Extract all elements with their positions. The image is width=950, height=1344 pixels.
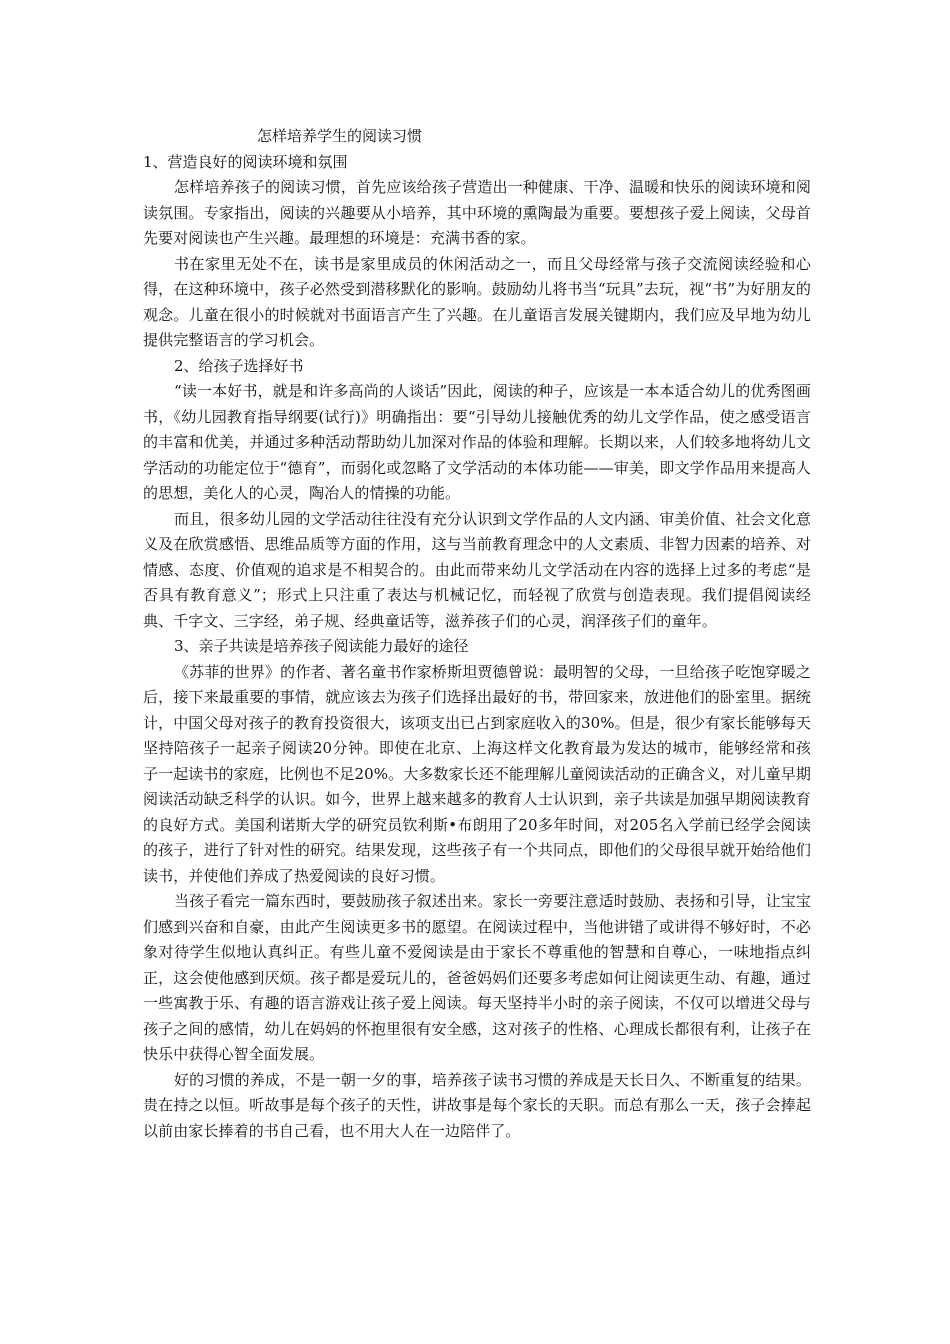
section-heading-parent-child-reading: 3、亲子共读是培养孩子阅读能力最好的途径: [174, 637, 469, 655]
paragraph: 怎样培养孩子的阅读习惯，首先应该给孩子营造出一种健康、干净、温暖和快乐的阅读环境和阅读氛围。专家指出，阅读的兴趣要从小培养，其中环境的熏陶最为重要。要想孩子爱上阅读，父母首先要对阅读也产生兴趣。最理想的环境是：充满书香的家。: [143, 178, 811, 247]
paragraph: 当孩子看完一篇东西时，要鼓励孩子叙述出来。家长一旁要注意适时鼓励、表扬和引导，让宝宝们感到兴奋和自豪，由此产生阅读更多书的愿望。在阅读过程中，当他讲错了或讲得不够好时，不必象对待学生似地认真纠正。有些儿童不爱阅读是由于家长不尊重他的智慧和自尊心，一味地指点纠正，这会使他感到厌烦。孩子都是爱玩儿的，爸爸妈妈们还要多考虑如何让阅读更生动、有趣，通过一些寓教于乐、有趣的语言游戏让孩子爱上阅读。每天坚持半小时的亲子阅读，不仅可以增进父母与孩子之间的感情，幼儿在妈妈的怀抱里很有安全感，这对孩子的性格、心理成长都很有利，让孩子在快乐中获得心智全面发展。: [143, 892, 811, 1063]
paragraph: 而且，很多幼儿园的文学活动往往没有充分认识到文学作品的人文内涵、审美价值、社会文化意义及在欣赏感悟、思维品质等方面的作用，这与当前教育理念中的人文素质、非智力因素的培养、对情感、态度、价值观的追求是不相契合的。由此而带来幼儿文学活动在内容的选择上过多的考虑“是否具有教育意义”；形式上只注重了表达与机械记忆，而轻视了欣赏与创造表现。我们提倡阅读经典、千字文、三字经，弟子规、经典童话等，滋养孩子们的心灵，润泽孩子们的童年。: [143, 509, 811, 630]
paragraph: “读一本好书，就是和许多高尚的人谈话”因此，阅读的种子，应该是一本本适合幼儿的优秀图画书，《幼儿园教育指导纲要(试行)》明确指出：要“引导幼儿接触优秀的幼儿文学作品，使之感受语言的丰富和优美，并通过多种活动帮助幼儿加深对作品的体验和理解。长期以来，人们较多地将幼儿文学活动的功能定位于“德育”，而弱化或忽略了文学活动的本体功能——审美，即文学作品用来提高人的思想，美化人的心灵，陶冶人的情操的功能。: [143, 382, 811, 502]
paragraph: 好的习惯的养成，不是一朝一夕的事，培养孩子读书习惯的养成是天长日久、不断重复的结果。贵在持之以恒。听故事是每个孩子的天性，讲故事是每个家长的天职。而总有那么一天，孩子会捧起以前由家长捧着的书自己看，也不用大人在一边陪伴了。: [143, 1070, 811, 1140]
document-page: [143, 124, 811, 1144]
section-heading-choose-books: 2、给孩子选择好书: [174, 356, 304, 375]
document-title: 怎样培养学生的阅读习惯: [257, 127, 423, 145]
section-heading-environment: 1、营造良好的阅读环境和氛围: [143, 152, 348, 171]
paragraph: 书在家里无处不在，读书是家里成员的休闲活动之一，而且父母经常与孩子交流阅读经验和心得，在这种环境中，孩子必然受到潜移默化的影响。鼓励幼儿将书当“玩具”去玩，视“书”为好朋友的观念。儿童在很小的时候就对书面语言产生了兴趣。在儿童语言发展关键期内，我们应及早地为幼儿提供完整语言的学习机会。: [143, 254, 811, 349]
paragraph: 《苏菲的世界》的作者、著名童书作家桥斯坦贾德曾说：最明智的父母，一旦给孩子吃饱穿暖之后，接下来最重要的事情，就应该去为孩子们选择出最好的书，带回家来，放进他们的卧室里。据统计，中国父母对孩子的教育投资很大，该项支出已占到家庭收入的30%。但是，很少有家长能够每天坚持陪孩子一起亲子阅读20分钟。即使在北京、上海这样文化教育最为发达的城市，能够经常和孩子一起读书的家庭，比例也不足20%。大多数家长还不能理解儿童阅读活动的正确含义，对儿童早期阅读活动缺乏科学的认识。如今，世界上越来越多的教育人士认识到，亲子共读是加强早期阅读教育的良好方式。美国利诺斯大学的研究员钦利斯•布朗用了20多年时间，对205名入学前已经学会阅读的孩子，进行了针对性的研究。结果发现，这些孩子有一个共同点，即他们的父母很早就开始给他们读书，并使他们养成了热爱阅读的良好习惯。: [143, 662, 811, 885]
